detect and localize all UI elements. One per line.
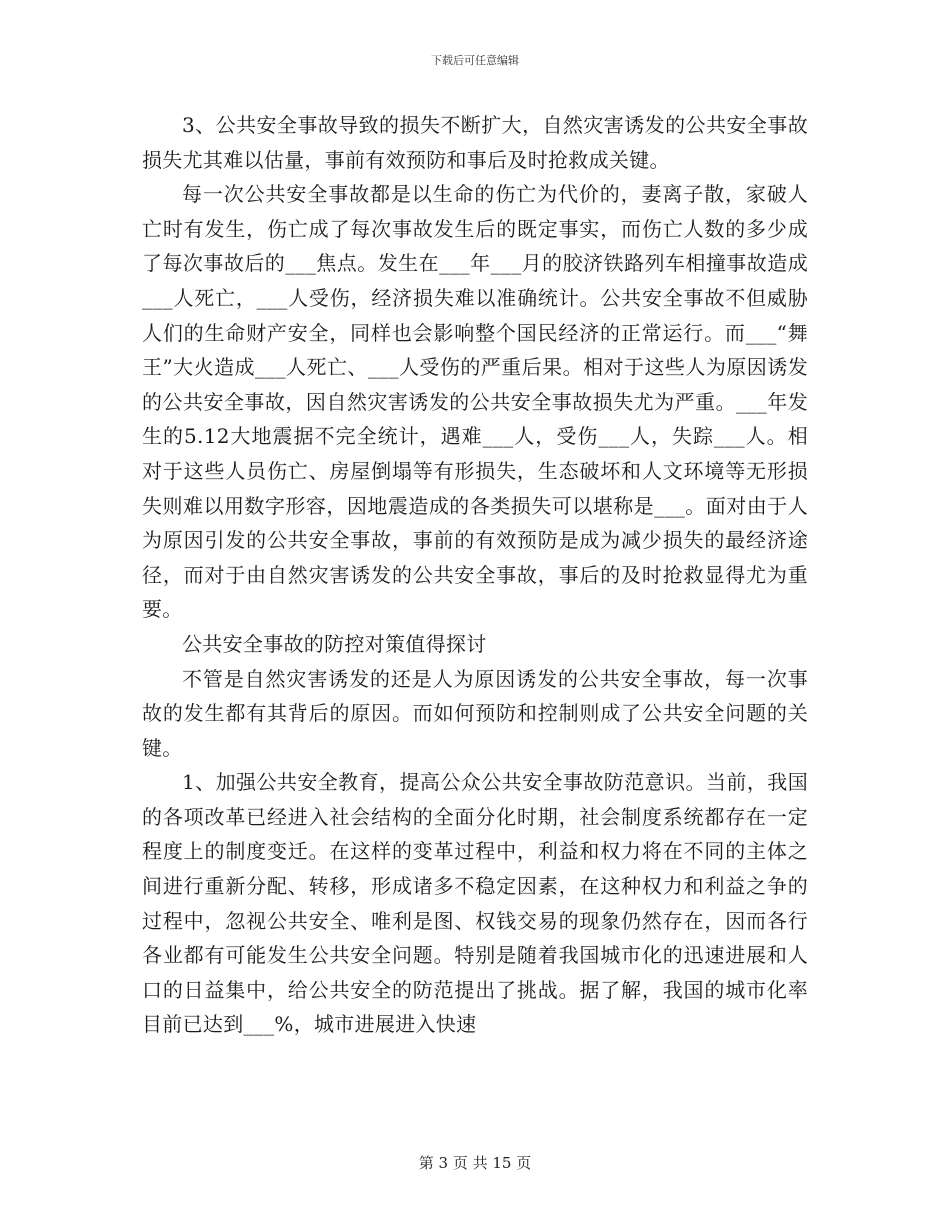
paragraph-casualties: 每一次公共安全事故都是以生命的伤亡为代价的，妻离子散，家破人亡时有发生，伤亡成了每次事故发生后的既定事实，而伤亡人数的多少成了每次事故后的___焦点。发生在___年___月的胶济铁路列车相撞事故造成___人死亡，___人受伤，经济损失难以准确统计。公共安全事故不但威胁人们的生命财产安全，同样也会影响整个国民经济的正常运行。而___“舞王”大火造成___人死亡、___人受伤的严重后果。相对于这些人为原因诱发的公共安全事故，因自然灾害诱发的公共安全事故损失尤为严重。___年发生的5.12大地震据不完全统计，遇难___人，受伤___人，失踪___人。相对于这些人员伤亡、房屋倒塌等有形损失，生态破坏和人文环境等无形损失则难以用数字形容，因地震造成的各类损失可以堪称是___。面对由于人为原因引发的公共安全事故，事前的有效预防是成为减少损失的最经济途径，而对于由自然灾害诱发的公共安全事故，事后的及时抢救显得尤为重要。 — [142, 182, 808, 622]
paragraph-safety-education: 1、加强公共安全教育，提高公众公共安全事故防范意识。当前，我国的各项改革已经进入社会结构的全面分化时期，社会制度系统都存在一定程度上的制度变迁。在这样的变革过程中，利益和权力将在不同的主体之间进行重新分配、转移，形成诸多不稳定因素，在这种权力和利益之争的过程中，忽视公共安全、唯利是图、权钱交易的现象仍然存在，因而各行各业都有可能发生公共安全问题。特别是随着我国城市化的迅速进展和人口的日益集中，给公共安全的防范提出了挑战。据了解，我国的城市化率目前已达到___%，城市进展进入快速 — [142, 770, 808, 1037]
document-body — [142, 108, 808, 1042]
paragraph-causes: 不管是自然灾害诱发的还是人为原因诱发的公共安全事故，每一次事故的发生都有其背后的原因。而如何预防和控制则成了公共安全问题的关键。 — [142, 666, 808, 760]
page-header-note: 下载后可任意编辑 — [431, 54, 519, 67]
paragraph-loss-expansion: 3、公共安全事故导致的损失不断扩大，自然灾害诱发的公共安全事故损失尤其难以估量，事前有效预防和事后及时抢救成关键。 — [142, 113, 808, 172]
page-number-footer: 第 3 页 共 15 页 — [418, 1154, 532, 1172]
paragraph-countermeasures-heading: 公共安全事故的防控对策值得探讨 — [182, 631, 487, 656]
